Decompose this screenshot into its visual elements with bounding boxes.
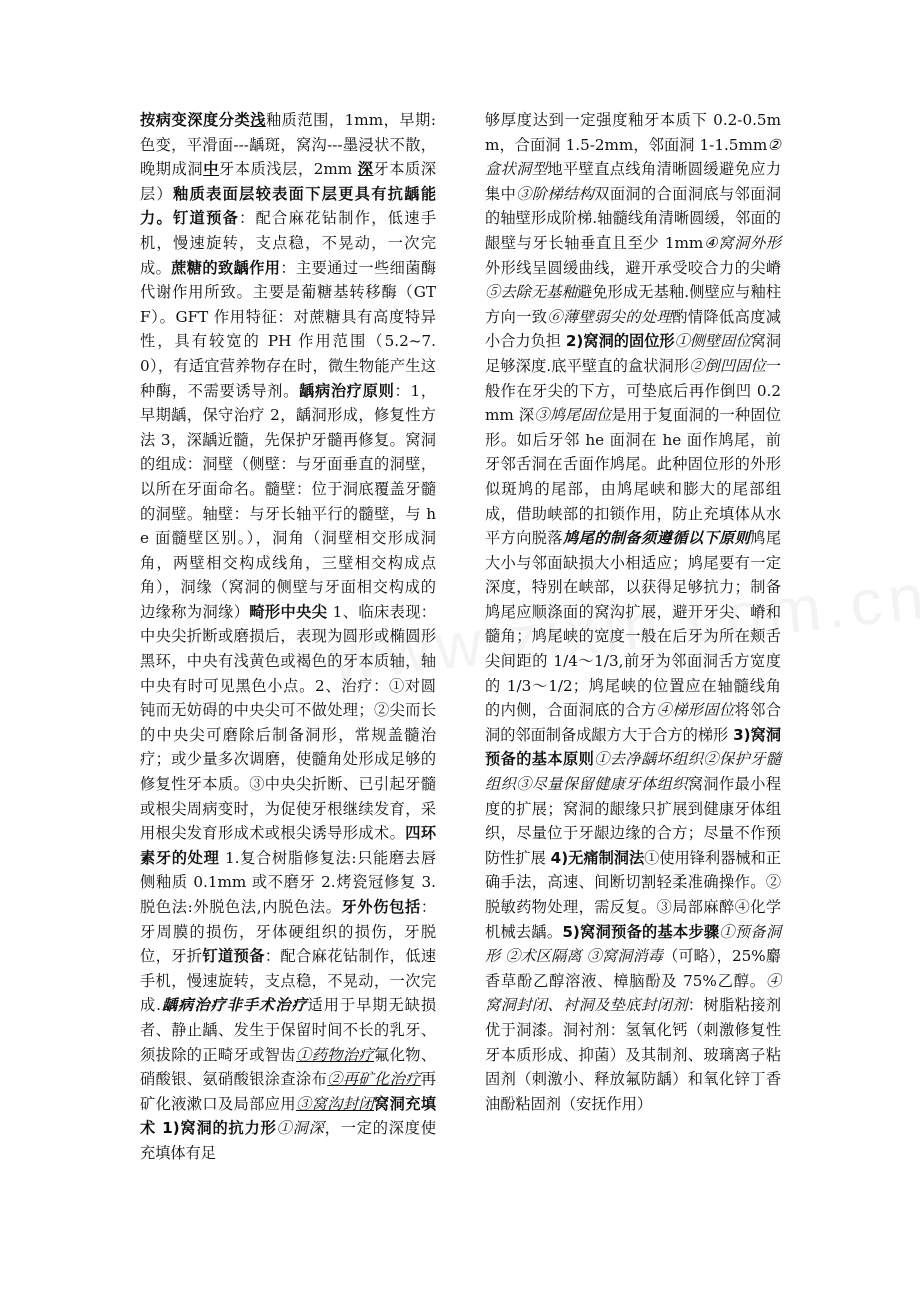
text-run: 按病变深度分类 [140,111,251,129]
text-run: ，一定的深度使充填体有足 [140,1119,437,1162]
text-run: 地平壁直点线角清晰圆缓避免应力集中 [485,160,782,203]
text-run: 蔗糖的致龋作用 [171,258,281,277]
text-run: 釉质范围，1mm，早期:色变，平滑面---龋斑，窝沟---墨浸状不散，晚期成洞 [140,111,436,179]
text-run: 外形线呈圆缓曲线，避开承受咬合力的尖嵴 [485,258,781,277]
text-run: 3)窝洞预备的基本原则 [485,725,782,769]
right-text-column [485,108,781,1116]
text-run: ②盒状洞型 [485,135,781,179]
text-run: ①洞深 [276,1119,325,1138]
text-run: 4)无痛制洞法 [550,848,645,867]
text-run: （可略），25%麝香草酚乙醇溶液、樟脑酚及 75%乙醇。 [485,947,781,990]
text-run: ：主要通过一些细菌酶代谢作用所致。主要是葡糖基转移酶（GTF）。GFT 作用特征：对蔗糖具有高度特异性，具有较宽的 PH 作用范围（5.2~7.0），有适宜营养物存在时，微生物能产生这种酶，不需要诱导剂。 [140,258,437,400]
text-run: ：配合麻花钻制作，低速手机，慢速旋转，支点稳，不晃动，一次完成。 [140,209,437,277]
text-run: 1、临床表现：中央尖折断或磨损后，表现为圆形或椭圆形黑环，中央有浅黄色或褐色的牙本质轴，轴中央有时可见黑色小点。2、治疗：①对圆钝而无妨碍的中央尖可不做处理；②尖而长的中央尖可磨除后制备洞形，常规盖髓治疗；或少量多次调磨，使髓角处形成足够的修复性牙本质。③中央尖折断、已引起牙髓或根尖周病变时，为促使牙根继续发育，采用根尖发育形成术或根尖诱导形成术。 [140,602,436,843]
text-run: ②再矿化治疗 [327,1070,421,1089]
text-run: 将邻合洞的邻面制备成龈方大于合方的梯形 [485,701,782,744]
text-run: 一般作在牙尖的下方，可垫底后再作倒凹 0.2mm 深 [485,356,782,425]
text-run: ：树脂粘接剂优于洞漆。洞衬剂：氢氧化钙（刺激修复性牙本质形成、抑菌）及其制剂、玻璃离子粘固剂（刺激小、释放氟防龋）和氧化锌丁香油酚粘固剂（安抚作用） [485,996,782,1113]
text-run: 龋病治疗原则 [299,381,395,400]
text-run: ①侧壁固位 [674,332,751,351]
text-run: 鸠尾大小与邻面缺损大小相适应；鸠尾要有一定深度，特别在峡部，以获得足够抗力；制备鸠尾应顺涤面的窝沟扩展，避开牙尖、嵴和髓角；鸠尾峡的宽度一般在后牙为所在颊舌尖间距的 1/4～1/3,前牙为邻面洞舌方宽度的 1/3～1/2；鸠尾峡的位置应在轴髓线角的内侧，合面洞底的合方 [485,529,782,720]
text-run: 釉质表面层较表面下层更具有抗龋能力。钉道预备 [140,184,437,228]
text-run: 再矿化液漱口及局部应用 [140,1070,437,1113]
text-run: 是用于复面洞的一种固位形。如后牙邻 he 面洞在 he 面作鸠尾，前牙邻舌洞在舌面作鸠尾。此种固位形的外形似斑鸠的尾部，由鸠尾峡和膨大的尾部组成，借助峡部的扣锁作用，防止充填体从水平方向脱落 [485,406,782,548]
text-run: ①去净龋坏组织②保护牙髓组织③尽量保留健康牙体组织 [485,750,782,794]
text-run: 深 [357,160,374,179]
text-run: ③窝沟封闭 [296,1094,375,1113]
text-run: 四环素牙的处理 [140,824,437,867]
left-text-column [140,108,436,1166]
text-run: ：1，早期龋，保守治疗 2，龋洞形成，修复性方法 3，深龋近髓，先保护牙髓再修复。窝洞的组成：洞壁（侧壁：与牙面垂直的洞壁，以所在牙面命名。髓壁：位于洞底覆盖牙髓的洞壁。轴壁：与牙长轴平行的髓壁，与 he 面髓壁区别。），洞角（洞壁相交形成洞角，两壁相交构成线角，三壁相交构成点角），洞缘（窝洞的侧壁与牙面相交构成的边缘称为洞缘） [140,381,437,621]
text-run: 适用于早期无缺损者、静止龋、发生于保留时间不长的乳牙、须拔除的正畸牙或智齿 [140,996,437,1064]
text-run: 牙外伤包括 [341,898,421,916]
text-run: 窝洞足够深度.底平壁直的盒状洞形 [485,332,782,375]
text-run: ③阶梯结构 [516,184,595,203]
text-run: 5)窝洞预备的基本步骤 [562,922,720,941]
text-run: 牙本质浅层，2mm [218,160,358,179]
text-run: 窝洞充填术 1)窝洞的抗力形 [140,1094,437,1138]
text-run: ②倒凹固位 [689,356,766,375]
text-run: 牙本质深层） [140,160,437,203]
text-run: ①预备洞形 ②术区隔离 ③窝洞消毒 [485,922,782,966]
text-run: ①药物治疗 [296,1045,375,1064]
text-run: 2)窝洞的固位形 [565,332,675,351]
text-run: 够厚度达到一定强度釉牙本质下 0.2-0.5mm，合面洞 1.5-2mm，邻面洞 1-1.5mm [485,111,781,154]
text-run: 避免形成无基釉.侧壁应与釉柱方向一致 [485,283,782,326]
text-run: 钉道预备 [202,947,265,966]
text-run: 浅 [250,111,266,129]
text-run: 龋病治疗非手术治疗 [161,996,308,1015]
text-run: 窝洞作最小程度的扩展；窝洞的龈缘只扩展到健康牙体组织，尽量位于牙龈边缘的合方；尽量不作预防性扩展 [485,775,782,867]
text-run: 中 [203,160,219,179]
text-run: ①使用锋利器械和正确手法，高速、间断切割轻柔准确操作。②脱敏药物处理，需反复。③局部麻醉④化学机械去龋。 [485,848,782,941]
text-run: 氟化物、硝酸银、氨硝酸银涂查涂布 [140,1045,437,1089]
text-run: 1.复合树脂修复法:只能磨去唇侧釉质 0.1mm 或不磨牙 2.烤瓷冠修复 3.脱色法:外脱色法,内脱色法。 [140,848,437,916]
text-run: ④窝洞封闭、衬洞及垫底封闭剂 [485,971,781,1015]
text-run: ⑤去除无基釉 [485,283,577,302]
text-run: ④梯形固位 [656,701,735,720]
text-run: 鸠尾的制备须遵循以下原则 [563,529,751,548]
text-run: ④窝洞外形 [703,233,781,252]
text-run: 双面洞的合面洞底与邻面洞的轴壁形成阶梯.轴髓线角清晰圆缓，邻面的龈壁与牙长轴垂直且至少 1mm [485,184,782,252]
text-run: 畸形中央尖 [249,602,328,621]
text-run: ：牙周膜的损伤，牙体硬组织的损伤，牙脱位，牙折 [140,898,437,966]
text-run: ⑥薄壁弱尖的处理 [547,307,673,326]
text-run: ③鸠尾固位 [534,406,612,425]
text-run: 酌情降低高度减小合力负担 [485,307,782,351]
text-run: ：配合麻花钻制作，低速手机，慢速旋转，支点稳，不晃动，一次完成. [140,947,437,1015]
